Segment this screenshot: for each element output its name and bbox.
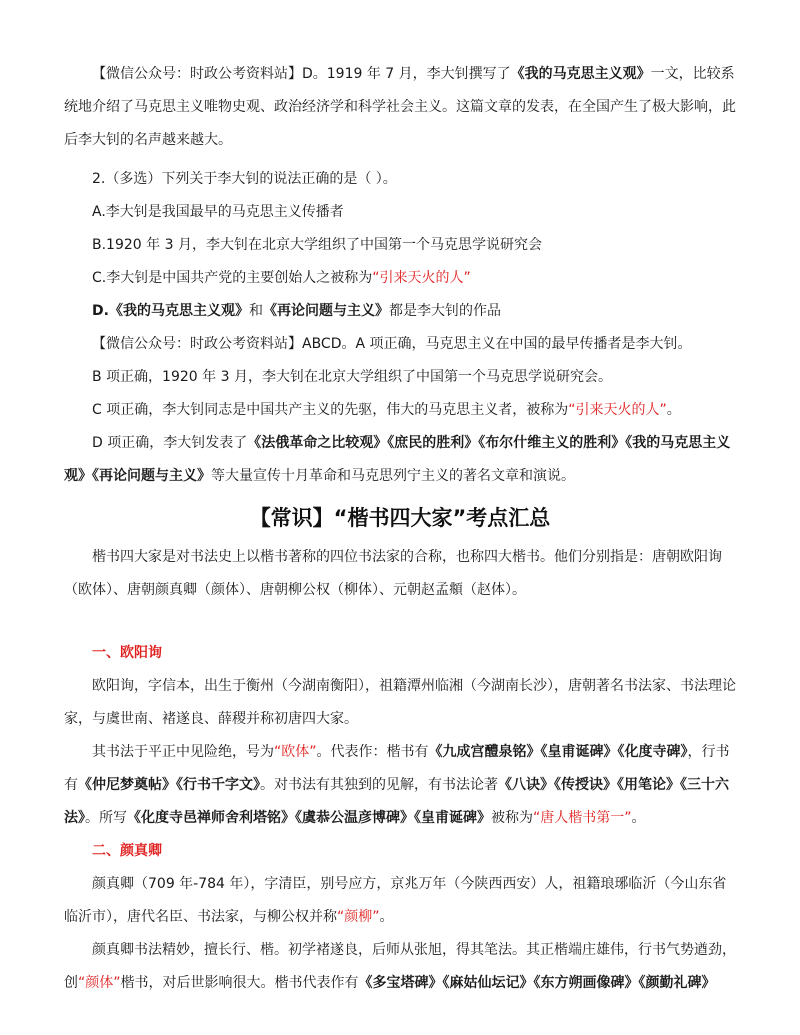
question-2-option-c [64,262,736,295]
answer-2-line-1: 【微信公众号：时政公考资料站】ABCD。A 项正确，马克思主义在中国的最早传播者是李大钊。 [92,336,692,352]
body-text: 颜真卿书法精妙，擅长行、楷。初学褚遂良，后师从张旭，得其笔法。其正楷端庄雄伟，行书气势遒劲，创 [64,942,736,991]
section-heading: 【常识】“楷书四大家”考点汇总 [249,506,551,530]
body-text: 其书法于平正中见险绝，号为 [92,744,274,760]
bold-title: 《再论问题与主义》 [262,303,389,319]
ouyang-paragraph-1: 欧阳询，字信本，出生于衡州（今湖南衡阳），祖籍潭州临湘（今湖南长沙），唐朝著名书法家、书法理论家，与虞世南、褚遂良、薛稷并称初唐四大家。 [64,678,736,727]
body-text: ，行书有 [64,744,730,793]
yan-paragraph-1 [64,868,736,934]
answer-2-line-3 [64,394,736,427]
highlight-text: “唐人楷书第一” [533,810,632,826]
body-text: 。 [379,909,394,925]
answer-2-line-4 [64,427,736,493]
bold-title: 《八诀》《传授诀》《用笔论》《三十六法》 [64,777,729,826]
answer-paragraph-1 [64,58,736,157]
intro-paragraph: 楷书四大家是对书法史上以楷书著称的四位书法家的合称，也称四大楷书。他们分别指是：唐朝欧阳询（欧体）、唐朝颜真卿（颜体）、唐朝柳公权（柳体）、元朝赵孟頫（赵体）。 [64,549,722,598]
question-2-option-a: A.李大钊是我国最早的马克思主义传播者 [92,204,344,220]
question-2-stem: 2.（多选）下列关于李大钊的说法正确的是（ ）。 [92,171,397,187]
answer-text: 一文，比较系统地介绍了马克思主义唯物史观、政治经济学和科学社会主义。这篇文章的发表，在全国产生了极大影响，此后李大钊的名声越来越大。 [64,66,736,148]
highlight-text: “引来天火的人” [372,270,471,286]
yan-paragraph-2 [64,934,736,1000]
question-2-option-d [64,295,736,328]
body-text: 被称为 [491,810,533,826]
body-text: 颜真卿（709 年-784 年），字清臣，别号应方，京兆万年（今陕西西安）人，祖籍琅琊临沂（今山东省临沂市），唐代名臣、书法家，与柳公权并称 [64,876,727,925]
bold-title: 《九成宫醴泉铭》《皇甫诞碑》《化度寺碑》 [428,744,688,760]
option-text: 都是李大钊的作品 [388,303,501,319]
bold-title: 《法俄革命之比较观》《庶民的胜利》《布尔什维主义的胜利》《我的马克思主义观》《再论问题与主义》 [64,435,731,484]
answer-text: 等大量宣传十月革命和马克思列宁主义的著名文章和演说。 [211,468,575,484]
ouyang-paragraph-2 [64,736,736,835]
highlight-text: “欧体” [274,744,317,760]
bold-title: D.《我的马克思主义观》 [92,303,249,319]
answer-text: 。 [666,402,681,418]
bold-title: 《我的马克思主义观》 [510,66,651,82]
bold-title: 《多宝塔碑》《麻姑仙坛记》《东方朔画像碑》《颜勤礼碑》 [358,975,716,991]
highlight-text: “颜柳” [337,909,380,925]
option-text: C.李大钊是中国共产党的主要创始人之被称为 [92,270,373,286]
question-2-option-b: B.1920 年 3 月，李大钊在北京大学组织了中国第一个马克思学说研究会 [92,237,542,253]
bold-title: 《仲尼梦奠帖》《行书千字文》 [78,777,260,793]
body-text: 。所写 [85,810,127,826]
highlight-text: “颜体” [78,975,121,991]
body-text: 楷书，对后世影响很大。楷书代表作有 [120,975,359,991]
section-title-yan: 二、颜真卿 [92,843,162,859]
body-text: 。代表作：楷书有 [316,744,429,760]
body-text: 。对书法有其独到的见解，有书法论著 [260,777,498,793]
answer-2-line-2: B 项正确，1920 年 3 月，李大钊在北京大学组织了中国第一个马克思学说研究会。 [92,369,612,385]
answer-text: 【微信公众号：时政公考资料站】D。1919 年 7 月，李大钊撰写了 [92,66,511,82]
bold-title: 《化度寺邑禅师舍利塔铭》《虞恭公温彦博碑》《皇甫诞碑》 [127,810,491,826]
highlight-text: “引来天火的人” [568,402,667,418]
section-title-ouyang: 一、欧阳询 [92,645,162,661]
answer-text: C 项正确，李大钊同志是中国共产主义的先驱，伟大的马克思主义者，被称为 [92,402,569,418]
option-text: 和 [248,303,263,319]
answer-text: D 项正确，李大钊发表了 [92,435,248,451]
body-text: 。 [631,810,646,826]
